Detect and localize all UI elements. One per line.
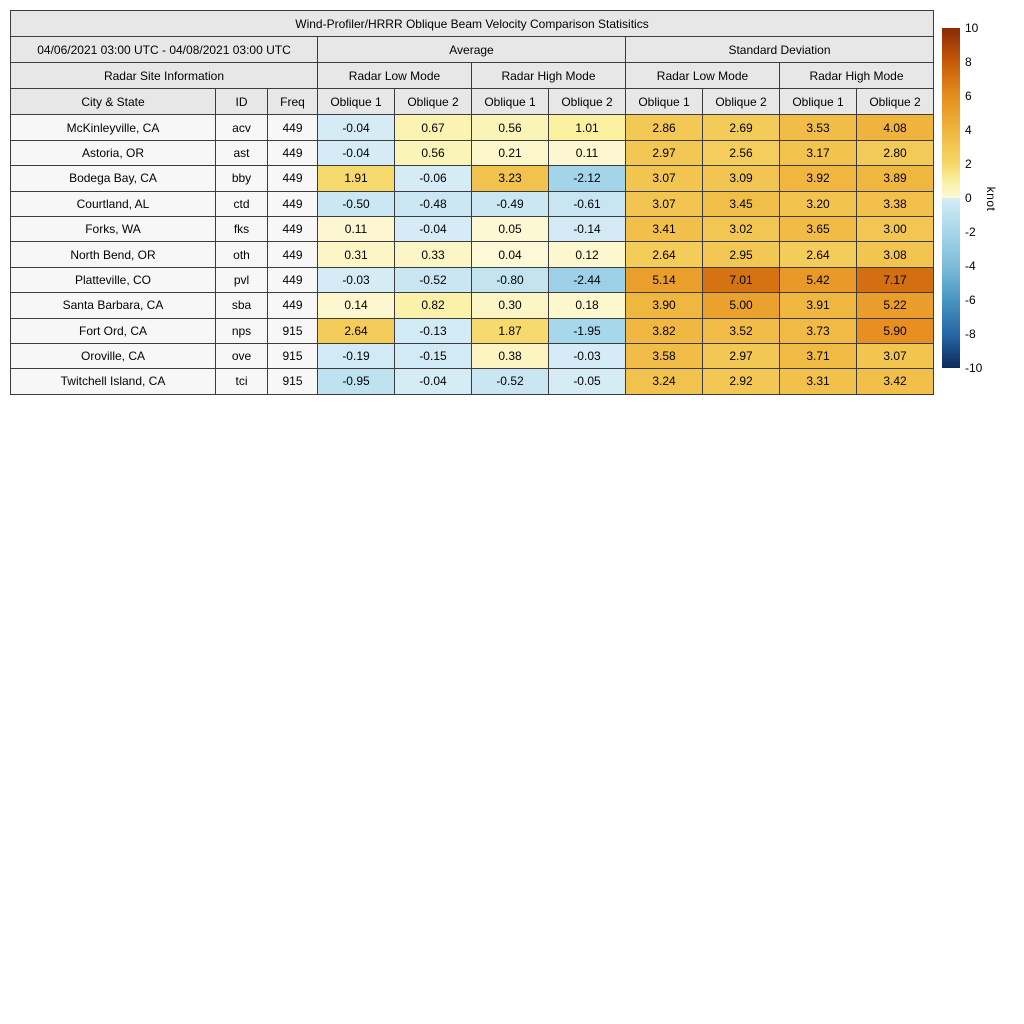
table-row bbox=[11, 318, 934, 343]
table-row bbox=[11, 293, 934, 318]
mode-header-avg-high: Radar High Mode bbox=[472, 63, 626, 89]
cell-site-id: sba bbox=[216, 293, 268, 318]
value-cell: 3.24 bbox=[626, 369, 703, 394]
column-header-freq: Freq bbox=[268, 89, 318, 115]
table-row bbox=[11, 216, 934, 241]
value-cell: -0.52 bbox=[472, 369, 549, 394]
value-cell: -0.61 bbox=[549, 191, 626, 216]
value-cell: -0.95 bbox=[318, 369, 395, 394]
colorbar-tick--8: -8 bbox=[965, 327, 976, 341]
colorbar-tick--10: -10 bbox=[965, 361, 983, 375]
value-cell: -0.49 bbox=[472, 191, 549, 216]
value-cell: 3.53 bbox=[780, 115, 857, 140]
cell-city-state: Santa Barbara, CA bbox=[11, 293, 216, 318]
value-cell: -2.12 bbox=[549, 166, 626, 191]
value-cell: 3.65 bbox=[780, 216, 857, 241]
value-cell: 3.17 bbox=[780, 140, 857, 165]
cell-city-state: Fort Ord, CA bbox=[11, 318, 216, 343]
value-cell: 0.14 bbox=[318, 293, 395, 318]
mode-header-avg-low: Radar Low Mode bbox=[318, 63, 472, 89]
value-cell: 0.11 bbox=[549, 140, 626, 165]
colorbar-tick-10: 10 bbox=[965, 21, 979, 35]
column-header-oblique1: Oblique 1 bbox=[472, 89, 549, 115]
cell-site-id: bby bbox=[216, 166, 268, 191]
value-cell: 0.21 bbox=[472, 140, 549, 165]
cell-frequency: 449 bbox=[268, 293, 318, 318]
value-cell: 3.02 bbox=[703, 216, 780, 241]
value-cell: -0.14 bbox=[549, 216, 626, 241]
cell-site-id: nps bbox=[216, 318, 268, 343]
colorbar-tick-4: 4 bbox=[965, 123, 972, 137]
value-cell: -0.04 bbox=[395, 369, 472, 394]
value-cell: 3.71 bbox=[780, 343, 857, 368]
value-cell: 2.64 bbox=[780, 242, 857, 267]
cell-site-id: fks bbox=[216, 216, 268, 241]
cell-frequency: 449 bbox=[268, 115, 318, 140]
group-header-standard-deviation: Standard Deviation bbox=[626, 37, 934, 63]
cell-frequency: 915 bbox=[268, 343, 318, 368]
title-row bbox=[11, 11, 934, 37]
value-cell: 5.00 bbox=[703, 293, 780, 318]
value-cell: 3.73 bbox=[780, 318, 857, 343]
value-cell: 3.07 bbox=[626, 191, 703, 216]
cell-city-state: McKinleyville, CA bbox=[11, 115, 216, 140]
value-cell: 7.01 bbox=[703, 267, 780, 292]
cell-city-state: Bodega Bay, CA bbox=[11, 166, 216, 191]
value-cell: -0.04 bbox=[395, 216, 472, 241]
column-header-oblique1: Oblique 1 bbox=[318, 89, 395, 115]
value-cell: 5.14 bbox=[626, 267, 703, 292]
value-cell: 3.00 bbox=[857, 216, 934, 241]
value-cell: 2.80 bbox=[857, 140, 934, 165]
value-cell: 5.22 bbox=[857, 293, 934, 318]
mode-header-row bbox=[11, 63, 934, 89]
table-row bbox=[11, 115, 934, 140]
cell-site-id: tci bbox=[216, 369, 268, 394]
value-cell: 3.07 bbox=[857, 343, 934, 368]
cell-frequency: 449 bbox=[268, 267, 318, 292]
value-cell: -0.06 bbox=[395, 166, 472, 191]
value-cell: 3.92 bbox=[780, 166, 857, 191]
value-cell: -0.13 bbox=[395, 318, 472, 343]
cell-site-id: acv bbox=[216, 115, 268, 140]
value-cell: 3.20 bbox=[780, 191, 857, 216]
cell-frequency: 449 bbox=[268, 140, 318, 165]
value-cell: 3.41 bbox=[626, 216, 703, 241]
cell-frequency: 915 bbox=[268, 318, 318, 343]
value-cell: -0.80 bbox=[472, 267, 549, 292]
value-cell: 3.52 bbox=[703, 318, 780, 343]
group-header-row bbox=[11, 37, 934, 63]
value-cell: 2.64 bbox=[318, 318, 395, 343]
value-cell: 2.86 bbox=[626, 115, 703, 140]
value-cell: -2.44 bbox=[549, 267, 626, 292]
cell-site-id: oth bbox=[216, 242, 268, 267]
value-cell: 0.56 bbox=[395, 140, 472, 165]
value-cell: -0.50 bbox=[318, 191, 395, 216]
table-row bbox=[11, 242, 934, 267]
value-cell: -0.04 bbox=[318, 115, 395, 140]
cell-city-state: Oroville, CA bbox=[11, 343, 216, 368]
comparison-table bbox=[10, 10, 934, 395]
column-header-oblique2: Oblique 2 bbox=[857, 89, 934, 115]
value-cell: -0.05 bbox=[549, 369, 626, 394]
cell-site-id: ast bbox=[216, 140, 268, 165]
value-cell: 3.42 bbox=[857, 369, 934, 394]
colorbar bbox=[942, 28, 960, 368]
value-cell: 2.97 bbox=[703, 343, 780, 368]
value-cell: 3.82 bbox=[626, 318, 703, 343]
value-cell: 0.12 bbox=[549, 242, 626, 267]
value-cell: 1.01 bbox=[549, 115, 626, 140]
cell-site-id: ove bbox=[216, 343, 268, 368]
table-body bbox=[11, 115, 934, 394]
mode-header-std-low: Radar Low Mode bbox=[626, 63, 780, 89]
colorbar-tick--2: -2 bbox=[965, 225, 976, 239]
cell-city-state: Forks, WA bbox=[11, 216, 216, 241]
cell-frequency: 915 bbox=[268, 369, 318, 394]
value-cell: 0.82 bbox=[395, 293, 472, 318]
value-cell: 0.30 bbox=[472, 293, 549, 318]
value-cell: -1.95 bbox=[549, 318, 626, 343]
cell-city-state: North Bend, OR bbox=[11, 242, 216, 267]
date-range: 04/06/2021 03:00 UTC - 04/08/2021 03:00 UTC bbox=[11, 37, 318, 63]
cell-site-id: pvl bbox=[216, 267, 268, 292]
value-cell: 2.97 bbox=[626, 140, 703, 165]
value-cell: 3.91 bbox=[780, 293, 857, 318]
cell-frequency: 449 bbox=[268, 216, 318, 241]
cell-frequency: 449 bbox=[268, 191, 318, 216]
column-header-id: ID bbox=[216, 89, 268, 115]
value-cell: 3.07 bbox=[626, 166, 703, 191]
colorbar-tick-2: 2 bbox=[965, 157, 972, 171]
cell-city-state: Astoria, OR bbox=[11, 140, 216, 165]
colorbar-tick-8: 8 bbox=[965, 55, 972, 69]
value-cell: -0.48 bbox=[395, 191, 472, 216]
table-header bbox=[11, 11, 934, 115]
column-header-oblique2: Oblique 2 bbox=[703, 89, 780, 115]
value-cell: 4.08 bbox=[857, 115, 934, 140]
site-info-header: Radar Site Information bbox=[11, 63, 318, 89]
colorbar-tick-6: 6 bbox=[965, 89, 972, 103]
table-row bbox=[11, 166, 934, 191]
value-cell: -0.03 bbox=[318, 267, 395, 292]
value-cell: 5.42 bbox=[780, 267, 857, 292]
value-cell: 3.23 bbox=[472, 166, 549, 191]
value-cell: 3.38 bbox=[857, 191, 934, 216]
column-header-city-state: City & State bbox=[11, 89, 216, 115]
value-cell: 2.92 bbox=[703, 369, 780, 394]
value-cell: 0.31 bbox=[318, 242, 395, 267]
column-header-oblique2: Oblique 2 bbox=[395, 89, 472, 115]
table-row bbox=[11, 369, 934, 394]
colorbar-tick-0: 0 bbox=[965, 191, 972, 205]
value-cell: 0.04 bbox=[472, 242, 549, 267]
column-header-row bbox=[11, 89, 934, 115]
cell-city-state: Twitchell Island, CA bbox=[11, 369, 216, 394]
colorbar-tick--4: -4 bbox=[965, 259, 976, 273]
value-cell: 3.45 bbox=[703, 191, 780, 216]
value-cell: -0.03 bbox=[549, 343, 626, 368]
value-cell: 0.18 bbox=[549, 293, 626, 318]
value-cell: 3.31 bbox=[780, 369, 857, 394]
value-cell: 7.17 bbox=[857, 267, 934, 292]
table-row bbox=[11, 191, 934, 216]
value-cell: 3.09 bbox=[703, 166, 780, 191]
value-cell: 0.67 bbox=[395, 115, 472, 140]
value-cell: -0.04 bbox=[318, 140, 395, 165]
value-cell: -0.19 bbox=[318, 343, 395, 368]
value-cell: 5.90 bbox=[857, 318, 934, 343]
value-cell: 0.33 bbox=[395, 242, 472, 267]
table-row bbox=[11, 267, 934, 292]
value-cell: 1.87 bbox=[472, 318, 549, 343]
value-cell: -0.52 bbox=[395, 267, 472, 292]
value-cell: 1.91 bbox=[318, 166, 395, 191]
colorbar-tick--6: -6 bbox=[965, 293, 976, 307]
value-cell: 3.08 bbox=[857, 242, 934, 267]
cell-site-id: ctd bbox=[216, 191, 268, 216]
colorbar-axis-label: knot bbox=[984, 186, 998, 212]
table-row bbox=[11, 343, 934, 368]
cell-city-state: Courtland, AL bbox=[11, 191, 216, 216]
group-header-average: Average bbox=[318, 37, 626, 63]
value-cell: 3.89 bbox=[857, 166, 934, 191]
value-cell: 2.69 bbox=[703, 115, 780, 140]
column-header-oblique1: Oblique 1 bbox=[780, 89, 857, 115]
table-row bbox=[11, 140, 934, 165]
value-cell: 2.95 bbox=[703, 242, 780, 267]
mode-header-std-high: Radar High Mode bbox=[780, 63, 934, 89]
value-cell: 2.56 bbox=[703, 140, 780, 165]
value-cell: 2.64 bbox=[626, 242, 703, 267]
value-cell: -0.15 bbox=[395, 343, 472, 368]
cell-frequency: 449 bbox=[268, 242, 318, 267]
value-cell: 0.38 bbox=[472, 343, 549, 368]
cell-city-state: Platteville, CO bbox=[11, 267, 216, 292]
value-cell: 0.05 bbox=[472, 216, 549, 241]
column-header-oblique2: Oblique 2 bbox=[549, 89, 626, 115]
value-cell: 3.58 bbox=[626, 343, 703, 368]
value-cell: 0.56 bbox=[472, 115, 549, 140]
value-cell: 3.90 bbox=[626, 293, 703, 318]
table-title: Wind-Profiler/HRRR Oblique Beam Velocity Comparison Statisitics bbox=[11, 11, 934, 37]
cell-frequency: 449 bbox=[268, 166, 318, 191]
value-cell: 0.11 bbox=[318, 216, 395, 241]
column-header-oblique1: Oblique 1 bbox=[626, 89, 703, 115]
